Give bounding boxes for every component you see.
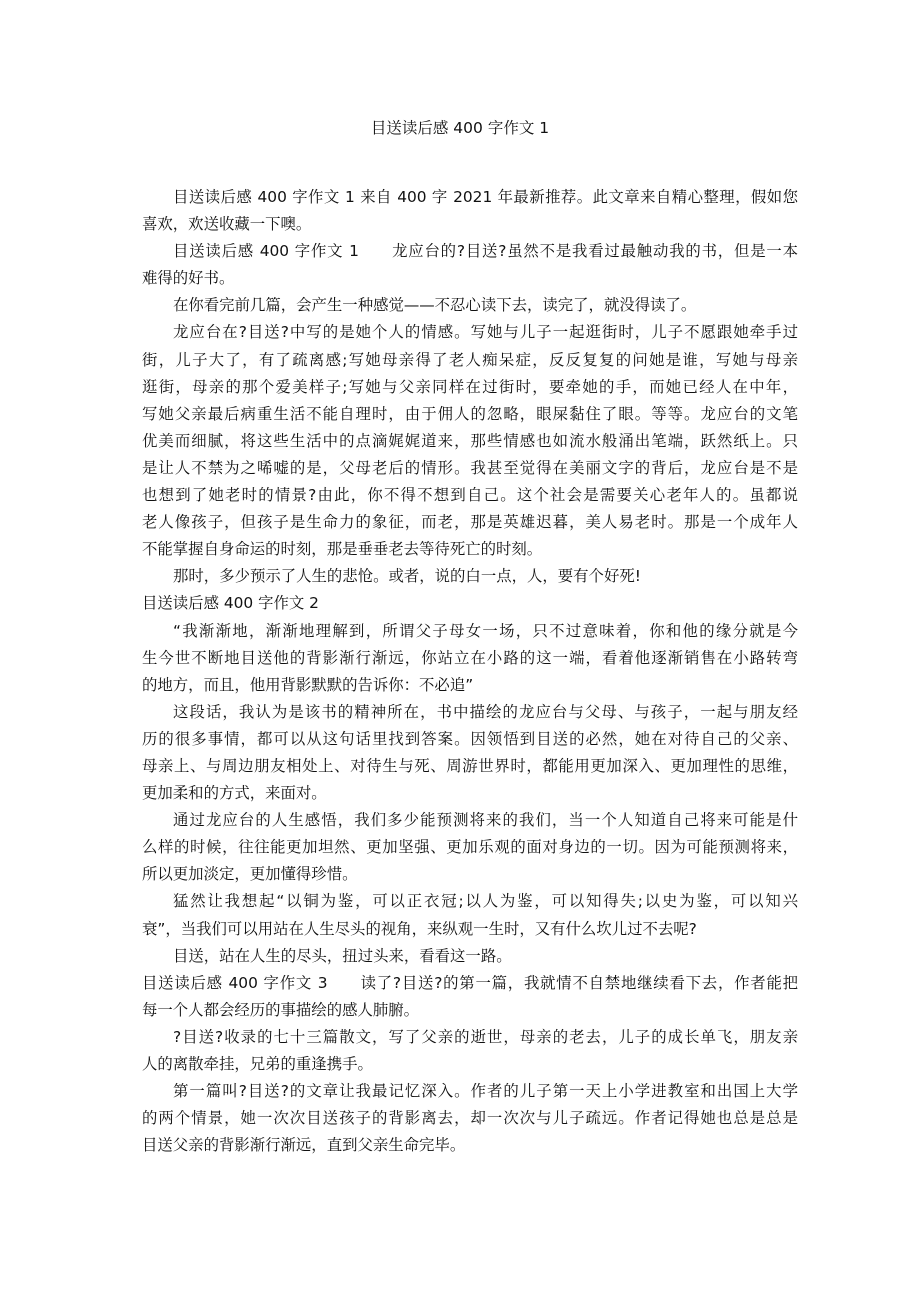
text-line: 目送读后感 400 字作文 3 读了?目送?的第一篇，我就情不自禁地继续看下去，作者能把 xyxy=(142,973,798,992)
paragraph xyxy=(142,292,798,319)
text-line: 目送读后感 400 字作文 1 来自 400 字 2021 年最新推荐。此文章来自精心整理，假如您 xyxy=(173,188,798,206)
paragraph xyxy=(142,563,798,590)
paragraph xyxy=(142,184,798,238)
text-line: “我渐渐地，渐渐地理解到，所谓父子母女一场，只不过意味着，你和他的缘分就是今 xyxy=(173,621,798,640)
text-line: 么样的时候，往往能更加坦然、更加坚强、更加乐观的面对身边的一切。因为可能预测将来， xyxy=(142,838,798,857)
paragraph xyxy=(142,319,798,563)
text-line: 人的离散牵挂，兄弟的重逢携手。 xyxy=(142,1055,373,1073)
text-line: 通过龙应台的人生感悟，我们多少能预测将来的我们，当一个人知道自己将来可能是什 xyxy=(173,811,798,830)
text-line: 喜欢，欢送收藏一下噢。 xyxy=(142,215,312,234)
text-line: 写她父亲最后病重生活不能自理时，由于佣人的忽略，眼屎黏住了眼。等等。龙应台的文笔 xyxy=(142,404,798,423)
paragraph xyxy=(142,888,798,942)
text-line: 龙应台在?目送?中写的是她个人的情感。写她与儿子一起逛街时，儿子不愿跟她牵手过 xyxy=(173,323,798,342)
document-body xyxy=(142,184,798,1159)
text-line: 难得的好书。 xyxy=(142,269,235,288)
text-line: 街，儿子大了，有了疏离感;写她母亲得了老人痴呆症，反反复复的问她是谁，写她与母亲 xyxy=(142,350,798,369)
paragraph xyxy=(142,1024,798,1078)
text-line: 在你看完前几篇，会产生一种感觉——不忍心读下去，读完了，就没得读了。 xyxy=(173,296,697,315)
text-line: 目送读后感 400 字作文 2 xyxy=(142,594,319,613)
text-line: 那时，多少预示了人生的悲怆。或者，说的白一点，人，要有个好死! xyxy=(173,567,641,586)
text-line: 所以更加淡定，更加懂得珍惜。 xyxy=(142,865,358,884)
text-line: 的两个情景，她一次次目送孩子的背影离去，却一次次与儿子疏远。作者记得她也总是总是 xyxy=(142,1109,798,1128)
text-line: 逛街，母亲的那个爱美样子;写她与父亲同样在过街时，要牵她的手，而她已经人在中年， xyxy=(142,377,798,396)
paragraph xyxy=(142,807,798,888)
text-line: 历的很多事情，都可以从这句话里找到答案。因领悟到目送的必然，她在对待自己的父亲、 xyxy=(142,729,798,748)
text-line: 目送父亲的背影渐行渐远，直到父亲生命完毕。 xyxy=(142,1136,466,1155)
text-line: 每一个人都会经历的事描绘的感人肺腑。 xyxy=(142,1000,420,1019)
paragraph xyxy=(142,943,798,970)
text-line: 生今世不断地目送他的背影渐行渐远，你站立在小路的这一端，看着他逐渐销售在小路转弯 xyxy=(142,648,798,667)
text-line: 母亲上、与周边朋友相处上、对待生与死、周游世界时，都能用更加深入、更加理性的思维， xyxy=(142,756,798,775)
text-line: 目送，站在人生的尽头，扭过头来，看看这一路。 xyxy=(173,946,512,965)
section-heading-paragraph xyxy=(142,590,798,617)
text-line: 第一篇叫?目送?的文章让我最记忆深入。作者的儿子第一天上小学进教室和出国上大学 xyxy=(173,1082,798,1101)
text-line: 优美而细腻，将这些生活中的点滴娓娓道来，那些情感也如流水般涌出笔端，跃然纸上。只 xyxy=(142,431,798,450)
text-line: 衰”，当我们可以用站在人生尽头的视角，来纵观一生时，又有什么坎儿过不去呢? xyxy=(142,919,697,938)
document-title: 目送读后感 400 字作文 1 xyxy=(370,119,550,137)
text-line: 猛然让我想起“以铜为鉴，可以正衣冠;以人为鉴，可以知得失;以史为鉴，可以知兴 xyxy=(173,892,798,911)
text-line: 更加柔和的方式，来面对。 xyxy=(142,784,327,803)
text-line: 是让人不禁为之唏嘘的是，父母老后的情形。我甚至觉得在美丽文字的背后，龙应台是不是 xyxy=(142,458,798,477)
text-line: 老人像孩子，但孩子是生命力的象征，而老，那是英雄迟暮，美人易老时。那是一个成年人 xyxy=(142,513,798,532)
paragraph xyxy=(142,618,798,699)
paragraph xyxy=(142,699,798,807)
text-line: 目送读后感 400 字作文 1 龙应台的?目送?虽然不是我看过最触动我的书，但是一本 xyxy=(173,242,798,261)
text-line: ?目送?收录的七十三篇散文，写了父亲的逝世，母亲的老去，儿子的成长单飞，朋友亲 xyxy=(173,1027,798,1046)
section-heading-paragraph xyxy=(142,970,798,1024)
paragraph xyxy=(142,1078,798,1159)
text-line: 这段话，我认为是该书的精神所在，书中描绘的龙应台与父母、与孩子，一起与朋友经 xyxy=(173,702,798,721)
text-line: 不能掌握自身命运的时刻，那是垂垂老去等待死亡的时刻。 xyxy=(142,540,543,559)
paragraph xyxy=(142,238,798,292)
text-line: 也想到了她老时的情景?由此，你不得不想到自己。这个社会是需要关心老年人的。虽都说 xyxy=(142,486,798,505)
text-line: 的地方，而且，他用背影默默的告诉你：不必追” xyxy=(142,675,474,694)
